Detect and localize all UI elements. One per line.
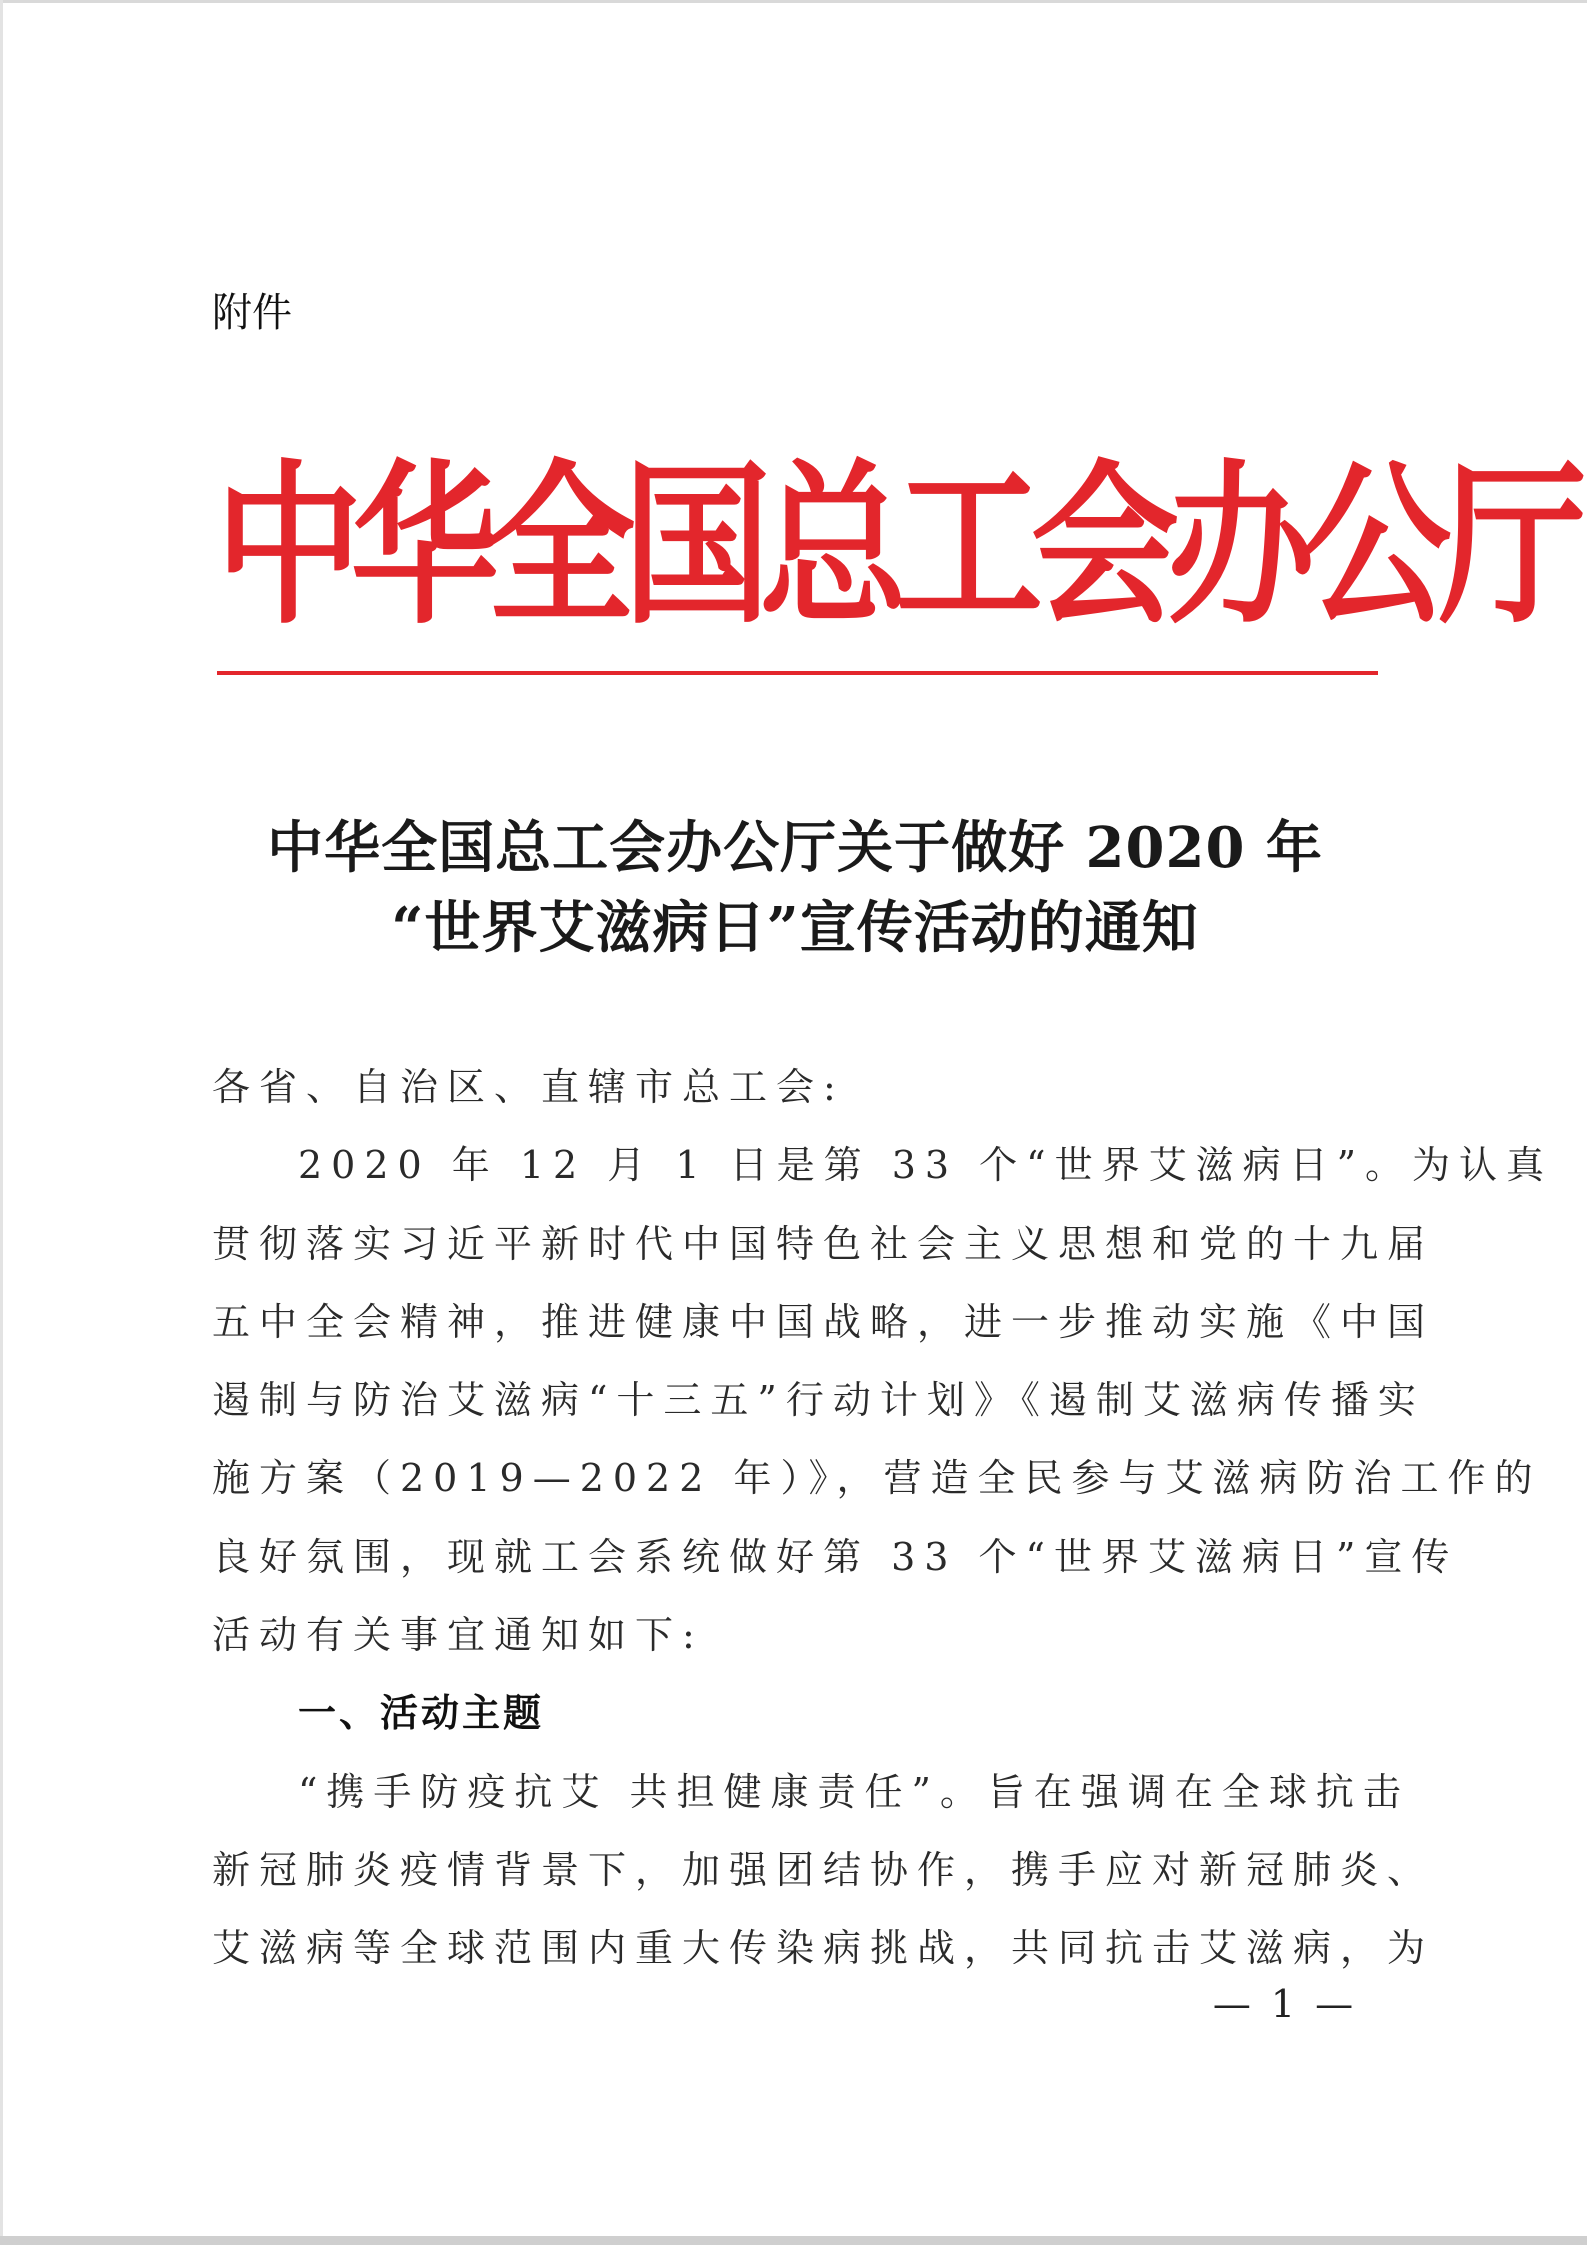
paragraph-1-line: 五中全会精神，推进健康中国战略，进一步推动实施《中国 xyxy=(212,1299,1435,1344)
paragraph-1-line: 2020 年 12 月 1 日是第 33 个“世界艾滋病日”。为认真 xyxy=(298,1143,1553,1188)
section-1-heading: 一、活动主题 xyxy=(298,1691,545,1736)
paragraph-1-line: 良好氛围，现就工会系统做好第 33 个“世界艾滋病日”宣传 xyxy=(212,1534,1459,1579)
document-title-line-1: 中华全国总工会办公厅关于做好 2020 年 xyxy=(267,815,1323,881)
document-title-line-2: “世界艾滋病日”宣传活动的通知 xyxy=(391,895,1199,961)
paragraph-2-line: “携手防疫抗艾 共担健康责任”。旨在强调在全球抗击 xyxy=(298,1769,1410,1814)
page-border-bottom xyxy=(0,2236,1587,2245)
page-border-left xyxy=(0,0,3,2245)
document-title xyxy=(160,808,1430,968)
paragraph-2-line: 新冠肺炎疫情背景下，加强团结协作，携手应对新冠肺炎、 xyxy=(212,1847,1435,1892)
page-border-top xyxy=(0,0,1587,3)
paragraph-1-line: 活动有关事宜通知如下: xyxy=(212,1613,704,1658)
paragraph-1-line: 遏制与防治艾滋病“十三五”行动计划》《遏制艾滋病传播实 xyxy=(212,1378,1425,1423)
page-number: — 1 — xyxy=(1212,1982,1358,2026)
header-red-rule xyxy=(217,671,1378,675)
document-body xyxy=(212,1048,1553,1988)
paragraph-1-line: 贯彻落实习近平新时代中国特色社会主义思想和党的十九届 xyxy=(212,1221,1435,1266)
org-header: 中华全国总工会办公厅 xyxy=(215,442,1575,648)
salutation: 各省、自治区、直辖市总工会: xyxy=(212,1065,845,1109)
attachment-label: 附件 xyxy=(212,290,292,336)
paragraph-2-line: 艾滋病等全球范围内重大传染病挑战，共同抗击艾滋病，为 xyxy=(212,1926,1435,1971)
paragraph-1-line: 施方案（2019—2022 年）》，营造全民参与艾滋病防治工作的 xyxy=(212,1456,1542,1501)
